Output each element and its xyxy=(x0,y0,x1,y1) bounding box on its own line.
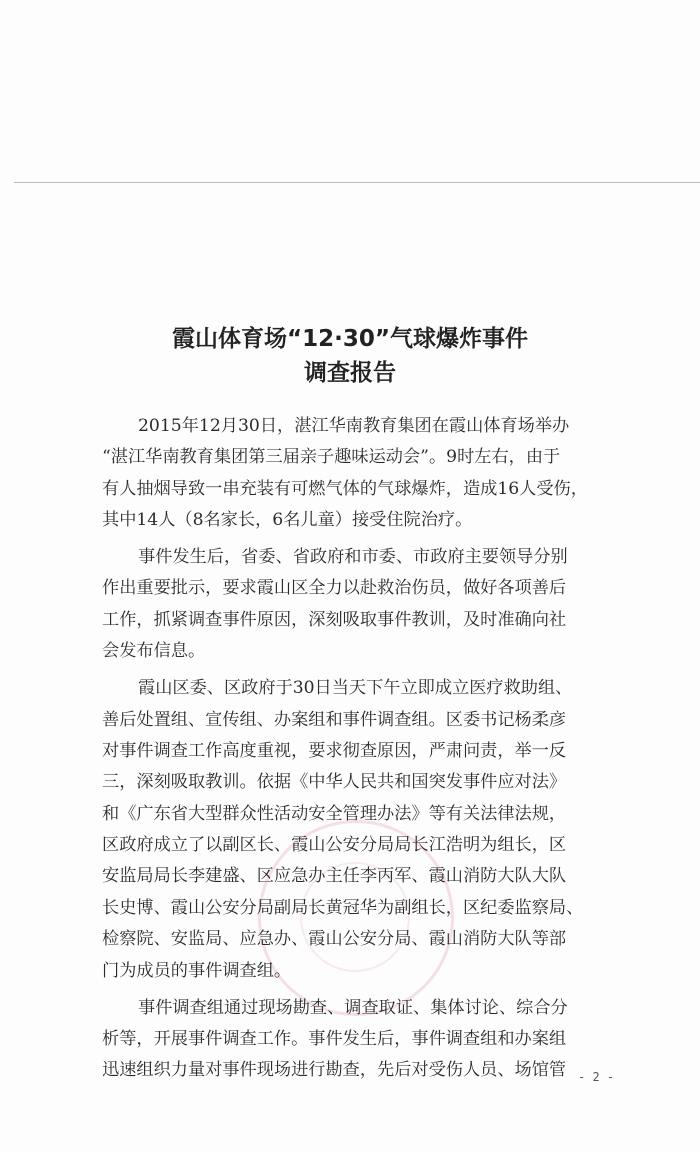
paragraph-line: 三，深刻吸取教训。依据《中华人民共和国突发事件应对法》 xyxy=(102,772,567,793)
paragraph-line: 作出重要批示，要求霞山区全力以赴救治伤员，做好各项善后 xyxy=(102,578,567,599)
document-body xyxy=(102,411,622,1092)
paragraph-line: 长史博、霞山公安分局副局长黄冠华为副组长，区纪委监察局、 xyxy=(102,897,584,918)
paragraph-line: 安监局局长李建盛、区应急办主任李丙军、霞山消防大队大队 xyxy=(102,866,567,887)
paragraph-line: 善后处置组、宣传组、办案组和事件调查组。区委书记杨柔彦 xyxy=(102,709,567,730)
paragraph-line: 2015年12月30日，湛江华南教育集团在霞山体育场举办 xyxy=(138,416,570,436)
paragraph-line: “湛江华南教育集团第三届亲子趣味运动会”。9时左右，由于 xyxy=(102,447,561,468)
paragraph-3 xyxy=(102,673,622,987)
paragraph-line: 事件发生后，省委、省政府和市委、市政府主要领导分别 xyxy=(138,547,568,568)
top-divider xyxy=(14,182,700,183)
paragraph-2 xyxy=(102,542,622,668)
paragraph-line: 析等，开展事件调查工作。事件发生后，事件调查组和办案组 xyxy=(102,1028,567,1049)
paragraph-line: 会发布信息。 xyxy=(102,641,206,662)
paragraph-line: 门为成员的事件调查组。 xyxy=(102,960,292,981)
paragraph-line: 对事件调查工作高度重视，要求彻查原因，严肃问责，举一反 xyxy=(102,740,567,761)
paragraph-line: 区政府成立了以副区长、霞山公安分局局长江浩明为组长，区 xyxy=(102,835,567,856)
document-title xyxy=(0,322,700,390)
paragraph-line: 有人抽烟导致一串充装有可燃气体的气球爆炸，造成16人受伤， xyxy=(102,478,588,499)
paragraph-line: 检察院、安监局、应急办、霞山公安分局、霞山消防大队等部 xyxy=(102,929,567,950)
paragraph-line: 事件调查组通过现场勘查、调查取证、集体讨论、综合分 xyxy=(138,997,568,1018)
page-number: - 2 - xyxy=(578,1070,615,1084)
title-line-2: 调查报告 xyxy=(304,360,396,386)
paragraph-line: 霞山区委、区政府于30日当天下午立即成立医疗救助组、 xyxy=(138,678,573,699)
paragraph-line: 工作，抓紧调查事件原因，深刻吸取事件教训，及时准确向社 xyxy=(102,609,567,630)
paragraph-line: 其中14人（8名家长，6名儿童）接受住院治疗。 xyxy=(102,510,473,531)
paragraph-line: 和《广东省大型群众性活动安全管理办法》等有关法律法规， xyxy=(102,803,567,824)
paragraph-1 xyxy=(102,411,622,537)
paragraph-line: 迅速组织力量对事件现场进行勘查，先后对受伤人员、场馆管 xyxy=(102,1060,567,1081)
paragraph-4 xyxy=(102,993,622,1087)
title-line-1: 霞山体育场“12·30”气球爆炸事件 xyxy=(172,326,528,352)
